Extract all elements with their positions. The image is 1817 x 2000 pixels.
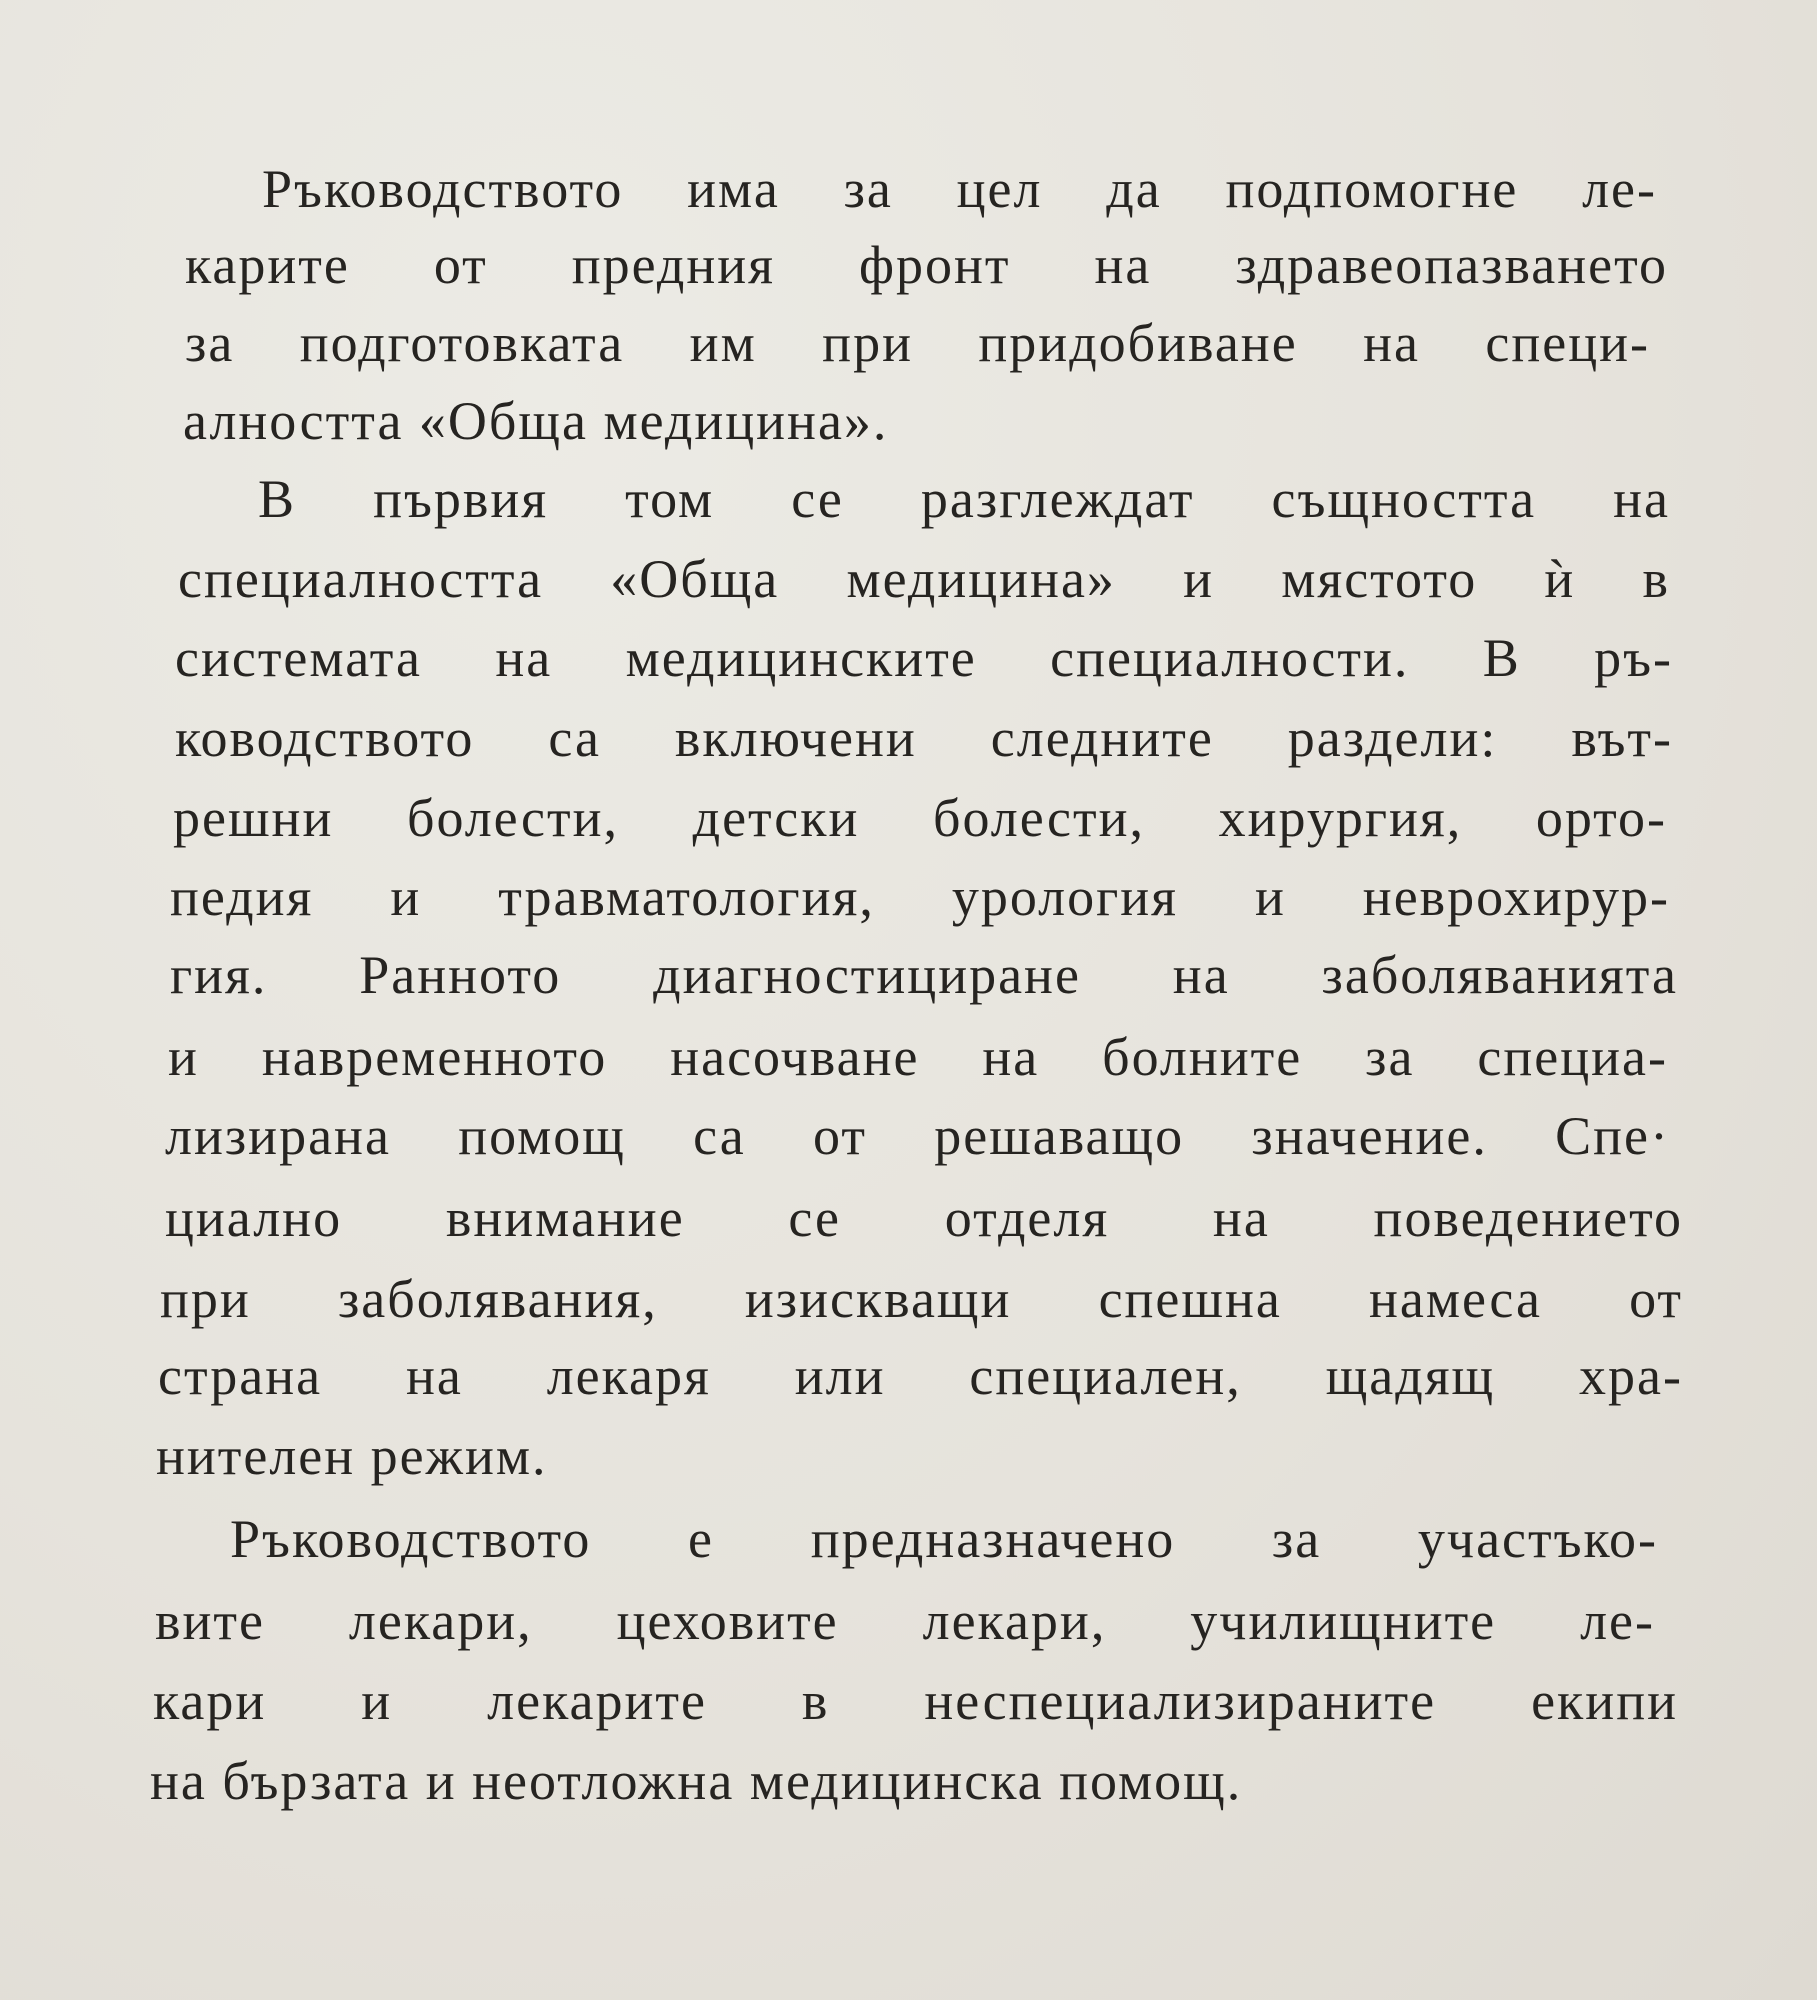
text-line: за подготовката им при придобиване на специ- [185,313,1650,373]
text-line: ководството са включени следните раздели: вът- [175,708,1673,768]
text-line: на бързата и неотложна медицинска помощ. [150,1751,1243,1811]
text-line: Ръководството има за цел да подпомогне ле- [262,159,1657,219]
text-line: лизирана помощ са от решаващо значение. Спе· [165,1106,1670,1166]
text-line: Ръководството е предназначено за участъко- [230,1509,1658,1569]
text-line: при заболявания, изискващи спешна намеса от [160,1269,1683,1329]
text-line: алността «Обща медицина». [183,391,889,451]
text-line: гия. Ранното диагностициране на заболяванията [170,945,1678,1005]
text-line: и навременното насочване на болните за специа- [168,1027,1668,1087]
text-line: карите от предния фронт на здравеопазването [185,235,1668,295]
text-line: кари и лекарите в неспециализираните екипи [153,1671,1678,1731]
text-line: педия и травматология, урология и неврохирур- [170,867,1670,927]
text-line: В първия том се разглеждат същността на [258,469,1670,529]
text-line: страна на лекаря или специален, щадящ хра- [158,1346,1683,1406]
text-line: вите лекари, цеховите лекари, училищните ле- [155,1591,1655,1651]
text-line: нителен режим. [156,1426,548,1486]
text-line: решни болести, детски болести, хирургия, орто- [173,788,1667,848]
text-line: циално внимание се отделя на поведението [165,1188,1683,1248]
text-line: системата на медицинските специалности. В ръ- [175,628,1673,688]
text-line: специалността «Обща медицина» и мястото ѝ в [178,549,1670,609]
